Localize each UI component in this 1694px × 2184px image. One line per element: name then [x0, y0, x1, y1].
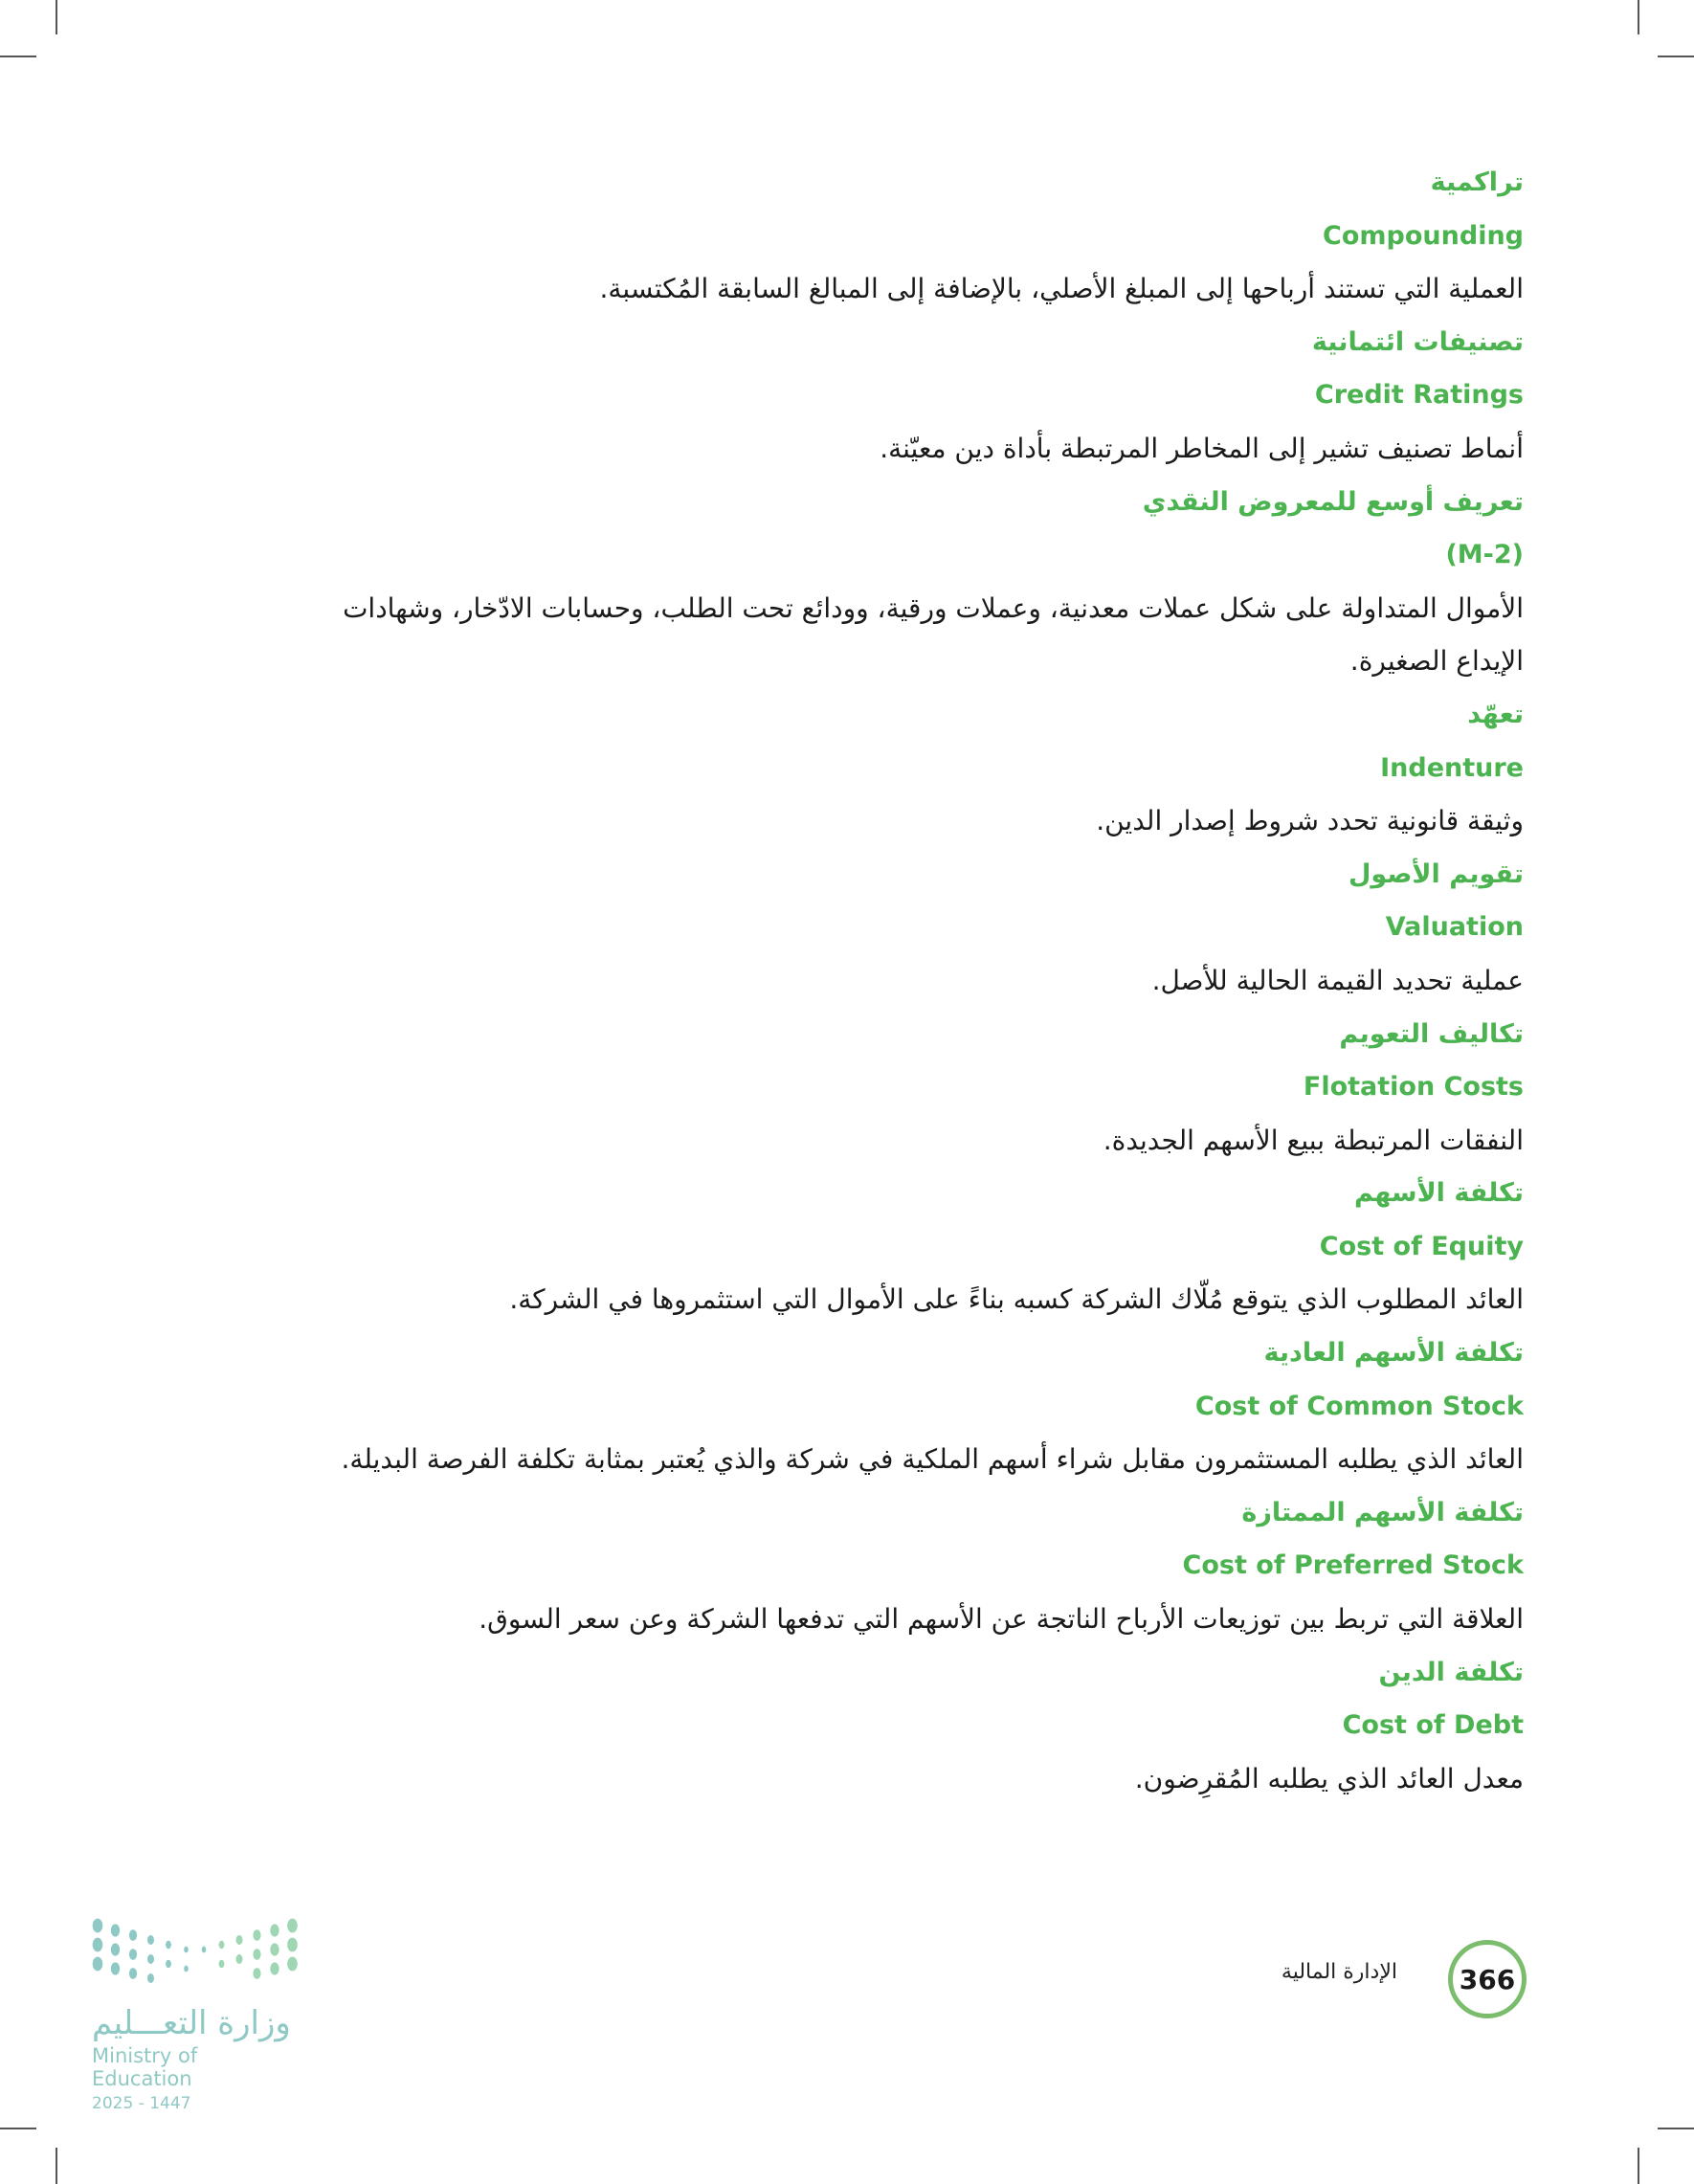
term-english: Compounding [1323, 220, 1524, 251]
logo-dot [253, 1949, 260, 1960]
logo-dot [236, 1954, 243, 1964]
crop-mark [1658, 2128, 1694, 2129]
term-definition: الأموال المتداولة على شكل عملات معدنية، وعملات ورقية، وودائع تحت الطلب، وحسابات الادّخار، وشهادات [343, 591, 1524, 624]
logo-dot [253, 1929, 260, 1941]
logo-dot [253, 1968, 260, 1979]
term-definition: العلاقة التي تربط بين توزيعات الأرباح الناتجة عن الأسهم التي تدفعها الشركة وعن سعر السوق. [479, 1603, 1524, 1636]
logo-dot [270, 1924, 279, 1936]
term-definition: العملية التي تستند أرباحها إلى المبلغ الأصلي، بالإضافة إلى المبالغ السابقة المُكتسبة. [599, 273, 1524, 305]
logo-dot [202, 1947, 207, 1953]
term-english: Cost of Equity [1319, 1231, 1524, 1261]
term-definition: وثيقة قانونية تحدد شروط إصدار الدين. [1096, 805, 1524, 837]
logo-dot [129, 1949, 137, 1960]
term-english: Indenture [1380, 752, 1524, 783]
term-english: Flotation Costs [1303, 1072, 1524, 1103]
term-definition: العائد المطلوب الذي يتوقع مُلّاك الشركة كسبه بناءً على الأموال التي استثمروها في الشركة. [509, 1283, 1524, 1316]
logo-dot [93, 1938, 103, 1952]
term-definition: عملية تحديد القيمة الحالية للأصل. [1151, 964, 1524, 996]
term-definition: العائد الذي يطلبه المستثمرون مقابل شراء أسهم الملكية في شركة والذي يُعتبر بمثابة تكلفة الفرصة البديلة. [341, 1443, 1524, 1476]
term-arabic: تكلفة الدين [1378, 1657, 1524, 1687]
crop-mark [1638, 0, 1639, 34]
term-english: Cost of Preferred Stock [1182, 1550, 1524, 1581]
crop-mark [56, 0, 57, 34]
term-english: Credit Ratings [1314, 380, 1524, 411]
term-definition: النفقات المرتبطة ببيع الأسهم الجديدة. [1103, 1124, 1524, 1156]
term-arabic: تكاليف التعويم [1339, 1018, 1524, 1049]
logo-dot [184, 1966, 189, 1972]
logo-dot [147, 1954, 154, 1964]
term-arabic: تكلفة الأسهم [1354, 1178, 1524, 1209]
term-english: Cost of Common Stock [1194, 1391, 1524, 1421]
logo-dot [270, 1943, 279, 1955]
logo-dot [219, 1960, 225, 1968]
logo-dot [184, 1947, 189, 1953]
glossary [184, 156, 1524, 1805]
term-arabic: تكلفة الأسهم الممتازة [1241, 1497, 1524, 1527]
term-arabic: تكلفة الأسهم العادية [1263, 1338, 1524, 1369]
crop-mark [1658, 56, 1694, 57]
term-definition: الإيداع الصغيرة. [1349, 645, 1524, 678]
logo-dot [111, 1943, 120, 1955]
logo-dot [129, 1968, 137, 1979]
logo-dot [236, 1935, 243, 1945]
logo-dot [111, 1962, 120, 1974]
logo-arabic: وزارة التعـــليم [92, 2004, 291, 2042]
logo-dot [111, 1924, 120, 1936]
logo-year: 2025 - 1447 [92, 2094, 191, 2113]
logo-dot [147, 1973, 154, 1983]
term-definition: أنماط تصنيف تشير إلى المخاطر المرتبطة بأداة دين معيّنة. [880, 432, 1524, 464]
logo-dot [287, 1938, 298, 1952]
term-definition: معدل العائد الذي يطلبه المُقرِضون. [1134, 1762, 1524, 1794]
logo-dot [93, 1919, 103, 1933]
logo-dot [287, 1957, 298, 1972]
crop-mark [0, 2128, 36, 2129]
term-arabic: تصنيفات ائتمانية [1311, 326, 1524, 357]
logo-dot [147, 1935, 154, 1945]
term-arabic: تعهّد [1467, 699, 1524, 729]
logo-dot [219, 1941, 225, 1949]
term-english: Valuation [1385, 912, 1524, 943]
logo-dot [129, 1929, 137, 1941]
logo-dot [287, 1919, 298, 1933]
logo-dot [93, 1957, 103, 1972]
ministry-logo [92, 1918, 302, 2113]
term-english: Cost of Debt [1342, 1710, 1524, 1741]
crop-mark [0, 56, 36, 57]
crop-mark [56, 2148, 57, 2184]
term-arabic: تقويم الأصول [1348, 858, 1524, 889]
ministry-dots-icon [92, 1918, 298, 1995]
logo-dot [166, 1960, 171, 1968]
logo-english: Ministry of Education [92, 2044, 198, 2090]
term-arabic: تعريف أوسع للمعروض النقدي [1142, 486, 1524, 517]
logo-dot [166, 1941, 171, 1949]
term-english: (M-2) [1445, 540, 1524, 570]
page-number: 366 [1448, 1940, 1527, 2018]
logo-dot [270, 1962, 279, 1974]
section-label: الإدارة المالية [1281, 1960, 1397, 1984]
crop-mark [1638, 2148, 1639, 2184]
term-arabic: تراكمية [1430, 167, 1524, 197]
